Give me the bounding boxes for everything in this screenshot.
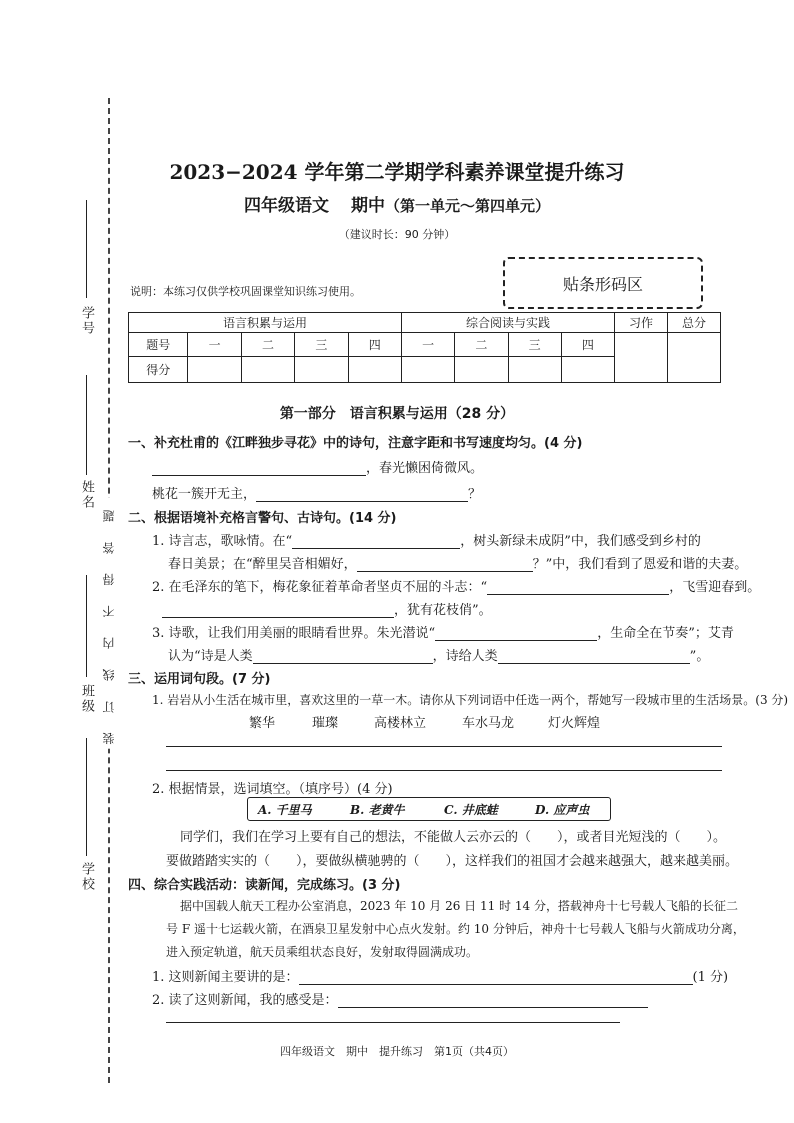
q1-line2-end: ？ [468,487,482,502]
q3-paragraph-line2: 要做踏踏实实的（ ），要做纵横驰骋的（ ），这样我们的祖国才会越来越强大，越来越美丽。 [166,854,739,869]
score-col-num: 四 [561,333,614,357]
score-table [128,312,721,383]
option-d: D. 应声虫 [535,803,590,817]
page-subtitle [0,191,794,216]
score-cell[interactable] [508,357,561,383]
q1-line2 [152,483,481,502]
q2-text: 1. 诗言志，歌咏情。在“ [152,534,293,549]
q4-text: 1. 这则新闻主要讲的是： [152,970,299,985]
score-cell[interactable] [348,357,401,383]
score-cell[interactable] [188,357,241,383]
page-title: 2023−2024 学年第二学期学科素养课堂提升练习 [169,160,625,184]
q4-item2 [152,989,648,1008]
q2-item3-line2 [168,645,709,664]
page-footer: 四年级语文 期中 提升练习 第1页（共4页） [280,1045,514,1058]
q2-text: 春日美景；在“醉里吴音相媚好， [168,557,357,572]
news-line3: 进入预定轨道，航天员乘组状态良好，发射取得圆满成功。 [166,945,479,959]
row-label-item: 题号 [129,333,188,357]
duration-hint: （建议时长：90 分钟） [338,228,456,241]
school-label: 学校 [79,862,94,892]
q3-word: 车水马龙 [462,716,515,731]
student-id-label: 学号 [79,306,94,336]
name-blank[interactable] [86,375,87,475]
score-cell[interactable] [295,357,348,383]
q2-text: 认为“诗是人类 [168,649,253,664]
q2-heading: 二、根据语境补充格言警句、古诗句。(14 分) [128,511,397,526]
score-col-composition: 习作 [615,313,668,333]
answer-blank[interactable] [253,649,433,664]
q2-item2-line2 [162,599,492,618]
q4-heading: 四、综合实践活动：读新闻，完成练习。(3 分) [128,878,401,893]
answer-blank[interactable] [435,626,597,641]
q2-text: ，飞雪迎春到。 [669,580,761,595]
score-cell[interactable] [402,357,455,383]
class-blank[interactable] [86,575,87,677]
answer-blank[interactable] [299,970,693,985]
q3-heading: 三、运用词句段。(7 分) [128,672,271,687]
q3-item1: 1. 岩岩从小生活在城市里，喜欢这里的一草一木。请你从下列词语中任选一两个，帮她写一段城市里的生活场景。(3 分) [152,693,789,707]
score-cell[interactable] [561,357,614,383]
score-cell[interactable] [455,357,508,383]
row-label-score: 得分 [129,357,188,383]
score-group-reading: 综合阅读与实践 [402,313,615,333]
usage-note: 说明：本练习仅供学校巩固课堂知识练习使用。 [130,285,361,298]
q1-line2-text: 桃花一簇开无主， [152,487,257,502]
word-options-box [247,797,611,821]
score-col-num: 一 [188,333,241,357]
q2-text: ，树头新绿未成阴”中，我们感受到乡村的 [460,534,701,549]
score-col-num: 二 [241,333,294,357]
news-line2: 号 F 遥十七运载火箭，在酒泉卫星发射中心点火发射。约 10 分钟后，神舟十七号载人飞船与火箭成功分离， [166,922,745,936]
answer-blank[interactable] [498,649,690,664]
option-b: B. 老黄牛 [350,803,405,817]
q1-heading: 一、补充杜甫的《江畔独步寻花》中的诗句，注意字距和书写速度均匀。(4 分) [128,436,583,451]
q3-word: 繁华 [249,716,276,731]
option-a: A. 千里马 [258,803,312,817]
q2-item3-line1 [152,622,734,641]
q2-text: ，诗给人类 [432,649,498,664]
composition-score-cell[interactable] [615,333,668,383]
writing-line[interactable] [166,746,722,747]
q2-text: ，生命全在节奏”；艾青 [597,626,734,641]
writing-line[interactable] [166,770,722,771]
class-label: 班级 [79,684,94,714]
answer-blank[interactable] [162,603,394,618]
q4-item1 [152,966,728,985]
binding-notice: 装 订 线 内 不 得 答 题 [100,498,117,749]
answer-blank[interactable] [152,461,366,476]
exam-type: 期中 [350,196,385,216]
q4-score: (1 分) [692,970,729,985]
q2-item1-line1 [152,530,701,549]
q2-text: 3. 诗歌，让我们用美丽的眼睛看世界。朱光潜说“ [152,626,436,641]
writing-line[interactable] [166,1022,620,1023]
answer-blank[interactable] [487,580,669,595]
q1-line1-text: ，春光懒困倚微风。 [366,461,484,476]
score-col-num: 三 [295,333,348,357]
score-col-num: 二 [455,333,508,357]
q2-text: ”。 [689,649,710,664]
score-col-num: 三 [508,333,561,357]
q2-text: ，犹有花枝俏”。 [394,603,492,618]
total-score-cell[interactable] [668,333,721,383]
barcode-area[interactable] [503,257,703,309]
score-group-language: 语言积累与运用 [129,313,402,333]
option-c: C. 井底蛙 [444,803,498,817]
answer-blank[interactable] [338,993,648,1008]
q3-paragraph-line1: 同学们，我们在学习上要有自己的想法，不能做人云亦云的（ ），或者目光短浅的（ ）。 [180,830,727,845]
unit-scope: （第一单元～第四单元） [384,197,550,215]
subject: 四年级语文 [243,196,329,216]
q3-word: 璀璨 [312,716,339,731]
news-line1: 据中国载人航天工程办公室消息，2023 年 10 月 26 日 11 时 14 分，搭载神舟十七号载人飞船的长征二 [180,899,738,913]
q2-text: 2. 在毛泽东的笔下，梅花象征着革命者坚贞不屈的斗志：“ [152,580,488,595]
q2-item1-line2 [168,553,747,572]
name-label: 姓名 [79,480,94,510]
score-col-total: 总分 [668,313,721,333]
q2-text: ？”中，我们看到了恩爱和谐的夫妻。 [532,557,748,572]
q3-word: 灯火辉煌 [548,716,601,731]
q4-text: 2. 读了这则新闻，我的感受是： [152,993,338,1008]
q2-item2-line1 [152,576,760,595]
school-blank[interactable] [86,738,87,856]
answer-blank[interactable] [292,534,460,549]
q3-item2: 2. 根据情景，选词填空。（填序号）(4 分) [152,782,393,797]
q3-word: 高楼林立 [374,716,427,731]
score-cell[interactable] [241,357,294,383]
answer-blank[interactable] [357,557,533,572]
q1-line1 [152,457,483,476]
score-col-num: 一 [402,333,455,357]
answer-blank[interactable] [256,487,468,502]
barcode-label: 贴条形码区 [562,275,643,294]
part1-title: 第一部分 语言积累与运用（28 分） [279,406,515,422]
score-col-num: 四 [348,333,401,357]
